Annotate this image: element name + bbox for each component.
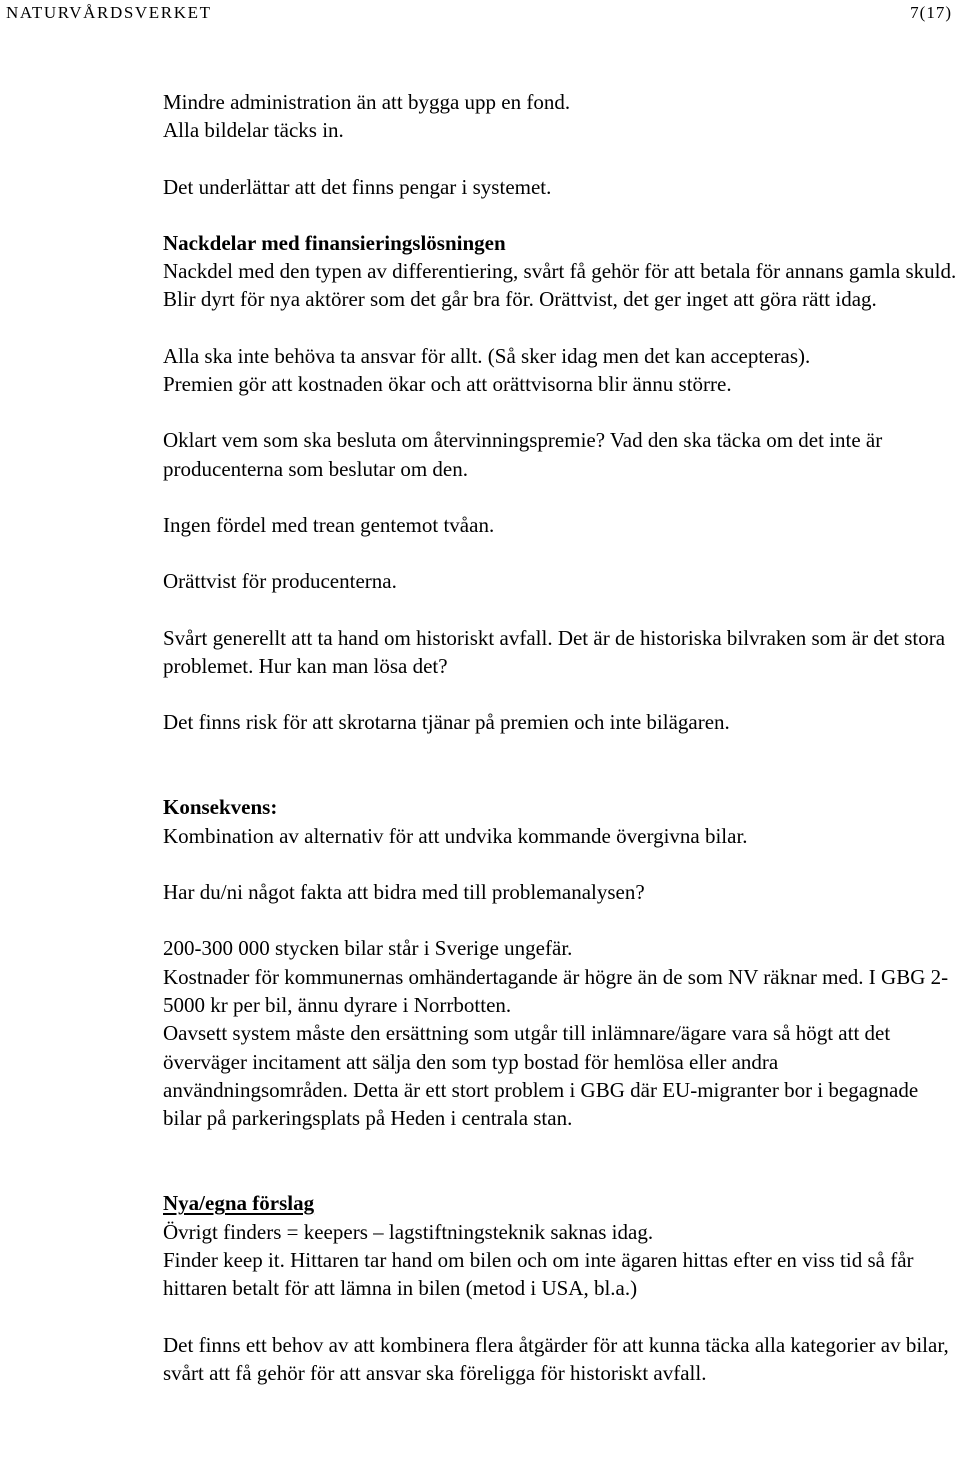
paragraph: Svårt generellt att ta hand om historiskt avfall. Det är de historiska bilvraken som är det stora problemet. Hur kan man lösa det?	[163, 625, 946, 678]
paragraph: Kombination av alternativ för att undvika kommande övergivna bilar.	[163, 823, 748, 848]
paragraph: Orättvist för producenterna.	[163, 569, 397, 594]
paragraph: Oavsett system måste den ersättning som utgår till inlämnare/ägare vara så högt att det överväger incitament att sälja den som typ bostad för hemlösa eller andra användningsområden. Detta är ett stort problem i GBG där EU-migranter bor i begagnade bilar på parkeringsplats på Heden i centrala stan.	[163, 1021, 919, 1131]
question-text: Har du/ni något fakta att bidra med till problemanalysen?	[163, 880, 645, 905]
paragraph: Oklart vem som ska besluta om återvinningspremie? Vad den ska täcka om det inte är producenterna som beslutar om den.	[163, 428, 883, 481]
paragraph: Det finns risk för att skrotarna tjänar på premien och inte bilägaren.	[163, 710, 730, 735]
document-body	[163, 88, 958, 1387]
paragraph: Finder keep it. Hittaren tar hand om bilen och om inte ägaren hittas efter en viss tid så får hittaren betalt för att lämna in bilen (metod i USA, bl.a.)	[163, 1248, 914, 1301]
paragraph: Övrigt finders = keepers – lagstiftningsteknik saknas idag.	[163, 1219, 654, 1244]
paragraph: Ingen fördel med trean gentemot tvåan.	[163, 512, 495, 537]
paragraph: Mindre administration än att bygga upp en fond.	[163, 90, 571, 114]
paragraph: Premien gör att kostnaden ökar och att orättvisorna blir ännu större.	[163, 372, 732, 397]
paragraph: Alla ska inte behöva ta ansvar för allt. (Så sker idag men det kan accepteras).	[163, 343, 811, 368]
paragraph: Det finns ett behov av att kombinera flera åtgärder för att kunna täcka alla kategorier av bilar, svårt att få gehör för att ansvar ska föreligga för historiskt avfall.	[163, 1332, 949, 1385]
page-header	[6, 3, 952, 25]
organization-name: NATURVÅRDSVERKET	[6, 3, 212, 22]
section-heading-konsekvens: Konsekvens:	[163, 795, 278, 820]
section-heading-forslag: Nya/egna förslag	[163, 1191, 315, 1216]
paragraph: Det underlättar att det finns pengar i systemet.	[163, 174, 552, 199]
section-heading-nackdelar: Nackdelar med finansieringslösningen	[163, 230, 506, 255]
paragraph: Alla bildelar täcks in.	[163, 118, 344, 143]
paragraph: Kostnader för kommunernas omhändertagande är högre än de som NV räknar med. I GBG 2-5000 kr per bil, ännu dyrare i Norrbotten.	[163, 964, 949, 1017]
page-number: 7(17)	[910, 3, 952, 22]
paragraph: 200-300 000 stycken bilar står i Sverige ungefär.	[163, 936, 573, 961]
paragraph: Nackdel med den typen av differentiering, svårt få gehör för att betala för annans gamla skuld. Blir dyrt för nya aktörer som det går bra för. Orättvist, det ger inget att göra rätt idag.	[163, 259, 957, 312]
